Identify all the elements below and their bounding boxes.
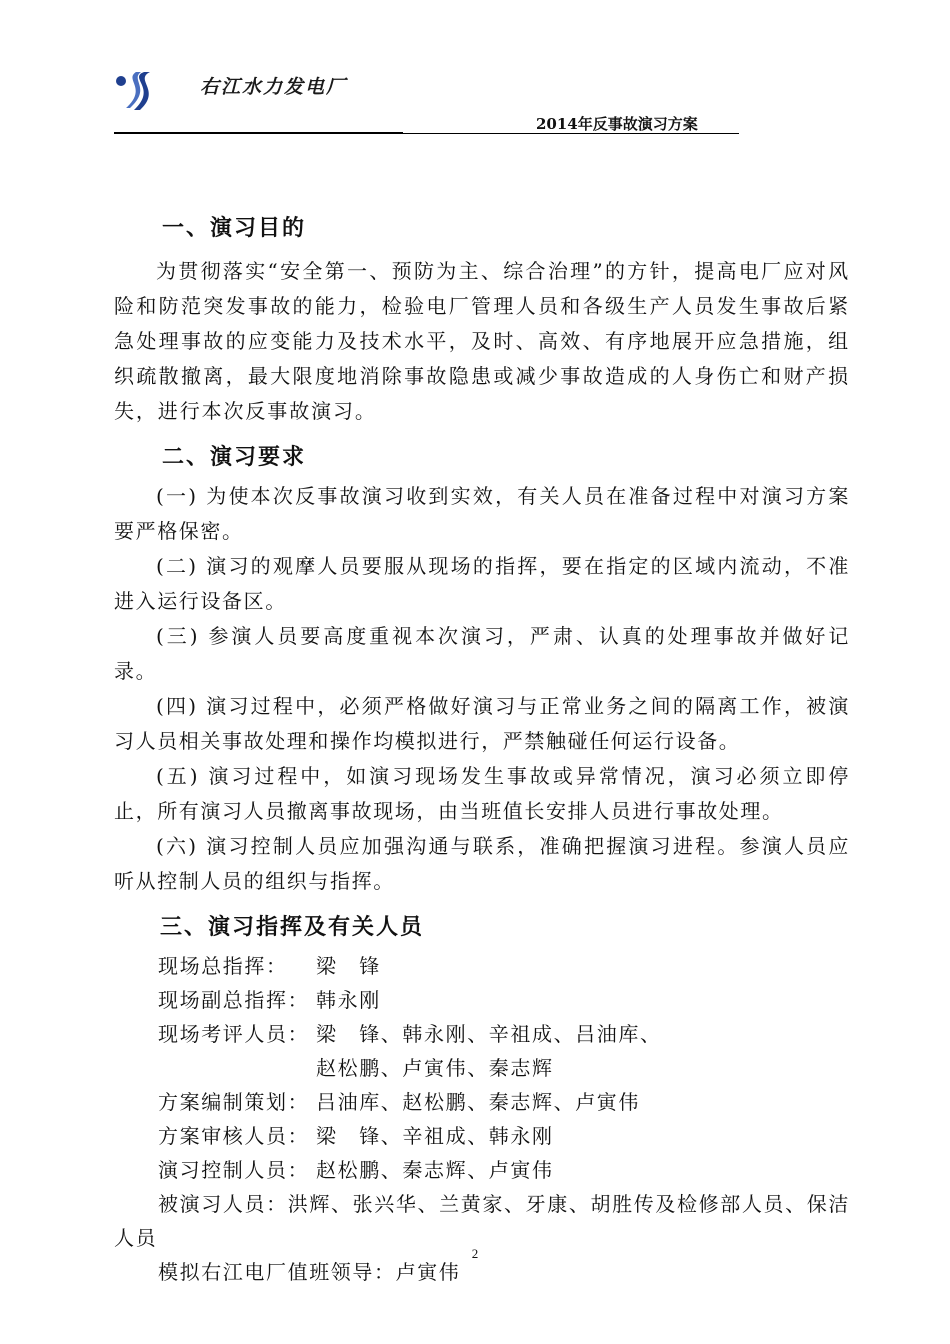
personnel-value: 韩永刚: [316, 988, 381, 1012]
personnel-row: [114, 983, 850, 1017]
section-3-heading: 三、演习指挥及有关人员: [160, 915, 425, 940]
requirement-item: (二) 演习的观摩人员要服从现场的指挥，要在指定的区域内流动，不准进入运行设备区。: [114, 554, 850, 613]
header-rule-thin: [403, 133, 739, 134]
personnel-label: 现场考评人员：: [158, 1022, 310, 1046]
personnel-row: [114, 1085, 850, 1119]
document-title: 2014年反事故演习方案: [536, 115, 698, 133]
personnel-value: 赵松鹏、秦志辉、卢寅伟: [316, 1158, 554, 1182]
requirement-item: (一) 为使本次反事故演习收到实效，有关人员在准备过程中对演习方案要严格保密。: [114, 484, 850, 543]
requirement-item: (四) 演习过程中，必须严格做好演习与正常业务之间的隔离工作，被演习人员相关事故处理和操作均模拟进行，严禁触碰任何运行设备。: [114, 694, 850, 753]
personnel-label: 现场副总指挥：: [158, 988, 310, 1012]
logo-icon: [114, 70, 162, 112]
personnel-value: 吕油库、赵松鹏、秦志辉、卢寅伟: [316, 1090, 640, 1114]
section-1-heading: 一、演习目的: [162, 216, 307, 241]
personnel-value: 梁 锋、辛祖成、韩永刚: [316, 1124, 554, 1148]
personnel-row: [114, 1153, 850, 1187]
org-name: 右江水力发电厂: [200, 76, 348, 98]
personnel-label: 演习控制人员：: [158, 1158, 310, 1182]
personnel-value: 梁 锋、韩永刚、辛祖成、吕油库、: [316, 1022, 662, 1046]
header-rule-thick: [114, 132, 403, 134]
personnel-value: 赵松鹏、卢寅伟、秦志辉: [316, 1056, 554, 1080]
requirement-item: (三) 参演人员要高度重视本次演习，严肃、认真的处理事故并做好记录。: [114, 624, 850, 683]
personnel-label: 现场总指挥：: [158, 954, 288, 978]
personnel-label: 方案审核人员：: [158, 1124, 310, 1148]
requirement-item: (六) 演习控制人员应加强沟通与联系，准确把握演习进程。参演人员应听从控制人员的组织与指挥。: [114, 834, 850, 893]
section-2-heading: 二、演习要求: [162, 445, 307, 470]
page-number: 2: [471, 1246, 479, 1261]
personnel-row-continuation: [114, 1051, 850, 1085]
requirement-item: (五) 演习过程中，如演习现场发生事故或异常情况，演习必须立即停止，所有演习人员撤离事故现场，由当班值长安排人员进行事故处理。: [114, 764, 850, 823]
section-1-paragraph: 为贯彻落实“安全第一、预防为主、综合治理”的方针，提高电厂应对风险和防范突发事故的能力，检验电厂管理人员和各级生产人员发生事故后紧急处理事故的应变能力及技术水平，及时、高效、有序地展开应急措施，组织疏散撤离，最大限度地消除事故隐患或减少事故造成的人身伤亡和财产损失，进行本次反事故演习。: [114, 259, 850, 423]
duty-leader-row: 模拟右江电厂值班领导：卢寅伟: [158, 1260, 461, 1284]
personnel-row: [114, 1119, 850, 1153]
drilled-personnel: 被演习人员：洪辉、张兴华、兰黄家、牙康、胡胜传及检修部人员、保洁人员: [114, 1192, 850, 1250]
personnel-value: 梁 锋: [316, 954, 381, 978]
personnel-row: [114, 949, 850, 983]
document-body: [114, 208, 850, 1289]
personnel-label: 方案编制策划：: [158, 1090, 310, 1114]
personnel-row: [114, 1017, 850, 1051]
